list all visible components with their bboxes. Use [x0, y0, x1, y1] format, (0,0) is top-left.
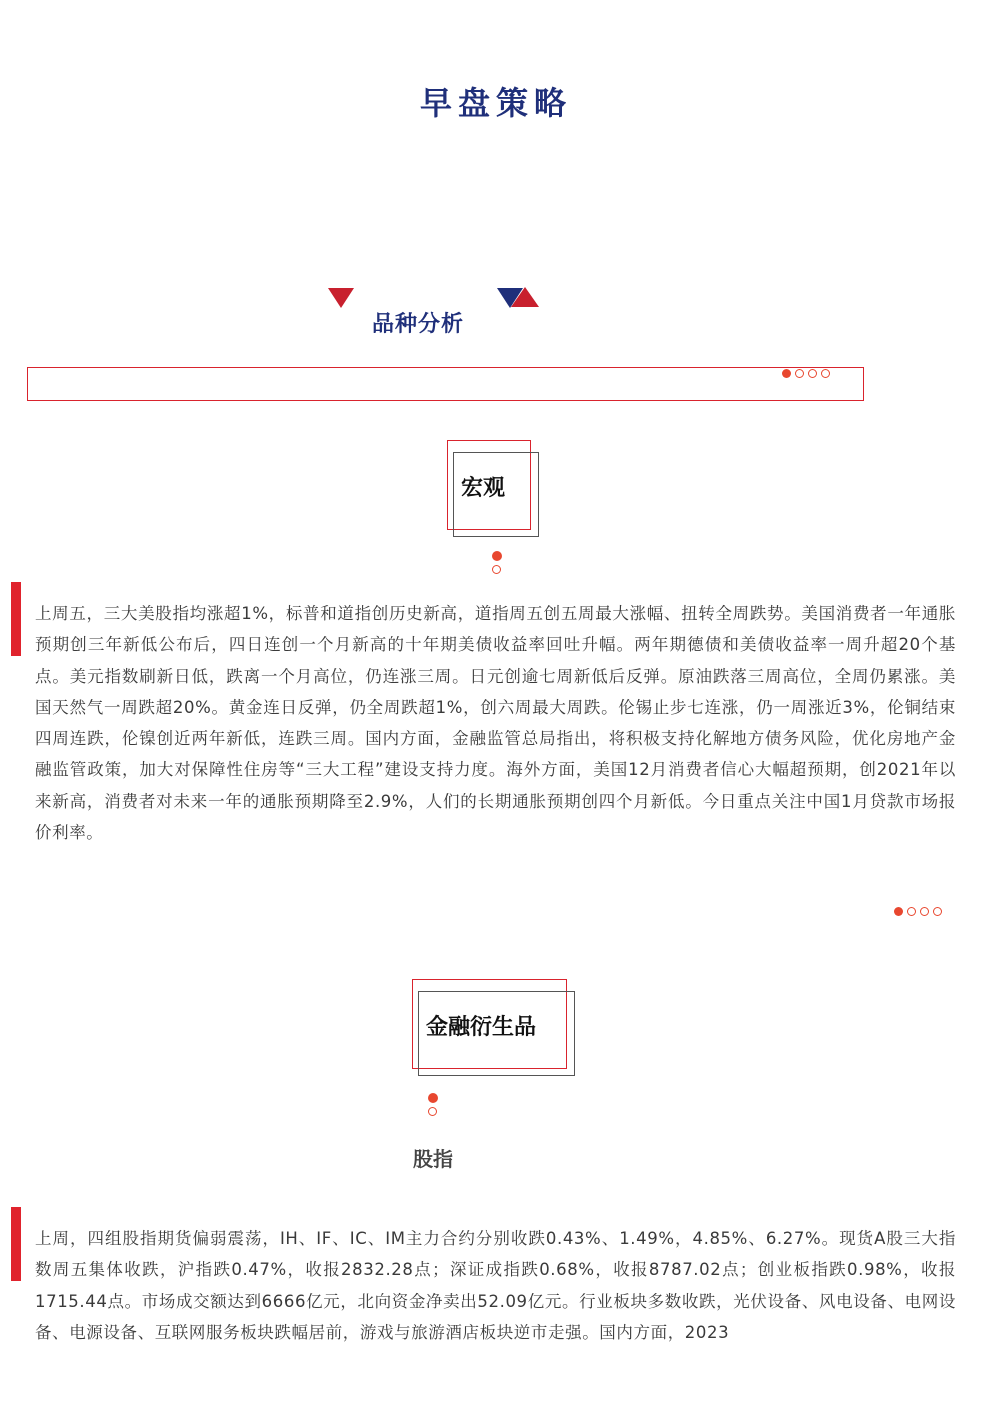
triangle-up-icon	[511, 287, 539, 307]
dot-icon	[492, 551, 502, 561]
macro-paragraph: 上周五，三大美股指均涨超1%，标普和道指创历史新高，道指周五创五周最大涨幅、扭转全周跌势。美国消费者一年通胀预期创三年新低公布后，四日连创一个月新高的十年期美债收益率回吐升幅。两年期德债和美债收益率一周升超20个基点。美元指数刷新日低，跌离一个月高位，仍连涨三周。日元创逾七周新低后反弹。原油跌落三周高位，全周仍累涨。美国天然气一周跌超20%。黄金连日反弹，仍全周跌超1%，创六周最大周跌。伦锡止步七连涨，仍一周涨近3%，伦铜结束四周连跌，伦镍创近两年新低，连跌三周。国内方面，金融监管总局指出，将积极支持化解地方债务风险，优化房地产金融监管政策，加大对保障性住房等“三大工程”建设支持力度。海外方面，美国12月消费者信心大幅超预期，创2021年以来新高，消费者对未来一年的通胀预期降至2.9%，人们的长期通胀预期创四个月新低。今日重点关注中国1月贷款市场报价利率。	[35, 604, 956, 843]
dot-icon	[894, 907, 903, 916]
dot-icon	[933, 907, 942, 916]
macro-label: 宏观	[461, 476, 506, 501]
dot-icon	[808, 369, 817, 378]
section-title: 品种分析	[372, 312, 465, 337]
dot-icon	[920, 907, 929, 916]
dot-icon	[428, 1107, 437, 1116]
side-accent-bar	[11, 1207, 21, 1281]
triangle-down-icon	[328, 288, 354, 308]
side-accent-bar	[11, 582, 21, 656]
section-banner	[27, 367, 864, 401]
dots-decoration	[894, 907, 942, 916]
derivatives-label: 金融衍生品	[426, 1015, 537, 1040]
dot-icon	[492, 565, 501, 574]
dot-icon	[821, 369, 830, 378]
index-paragraph: 上周，四组股指期货偏弱震荡，IH、IF、IC、IM主力合约分别收跌0.43%、1.49%，4.85%、6.27%。现货A股三大指数周五集体收跌，沪指跌0.47%，收报2832.28点；深证成指跌0.68%，收报8787.02点；创业板指跌0.98%，收报1715.44点。市场成交额达到6666亿元，北向资金净卖出52.09亿元。行业板块多数收跌，光伏设备、风电设备、电网设备、电源设备、互联网服务板块跌幅居前，游戏与旅游酒店板块逆市走强。国内方面，2023	[35, 1229, 956, 1342]
dots-decoration	[782, 369, 830, 378]
dot-icon	[428, 1093, 438, 1103]
dot-icon	[782, 369, 791, 378]
dot-icon	[795, 369, 804, 378]
page-title: 早盘策略	[419, 84, 572, 122]
subsection-title: 股指	[413, 1147, 453, 1171]
dot-icon	[907, 907, 916, 916]
